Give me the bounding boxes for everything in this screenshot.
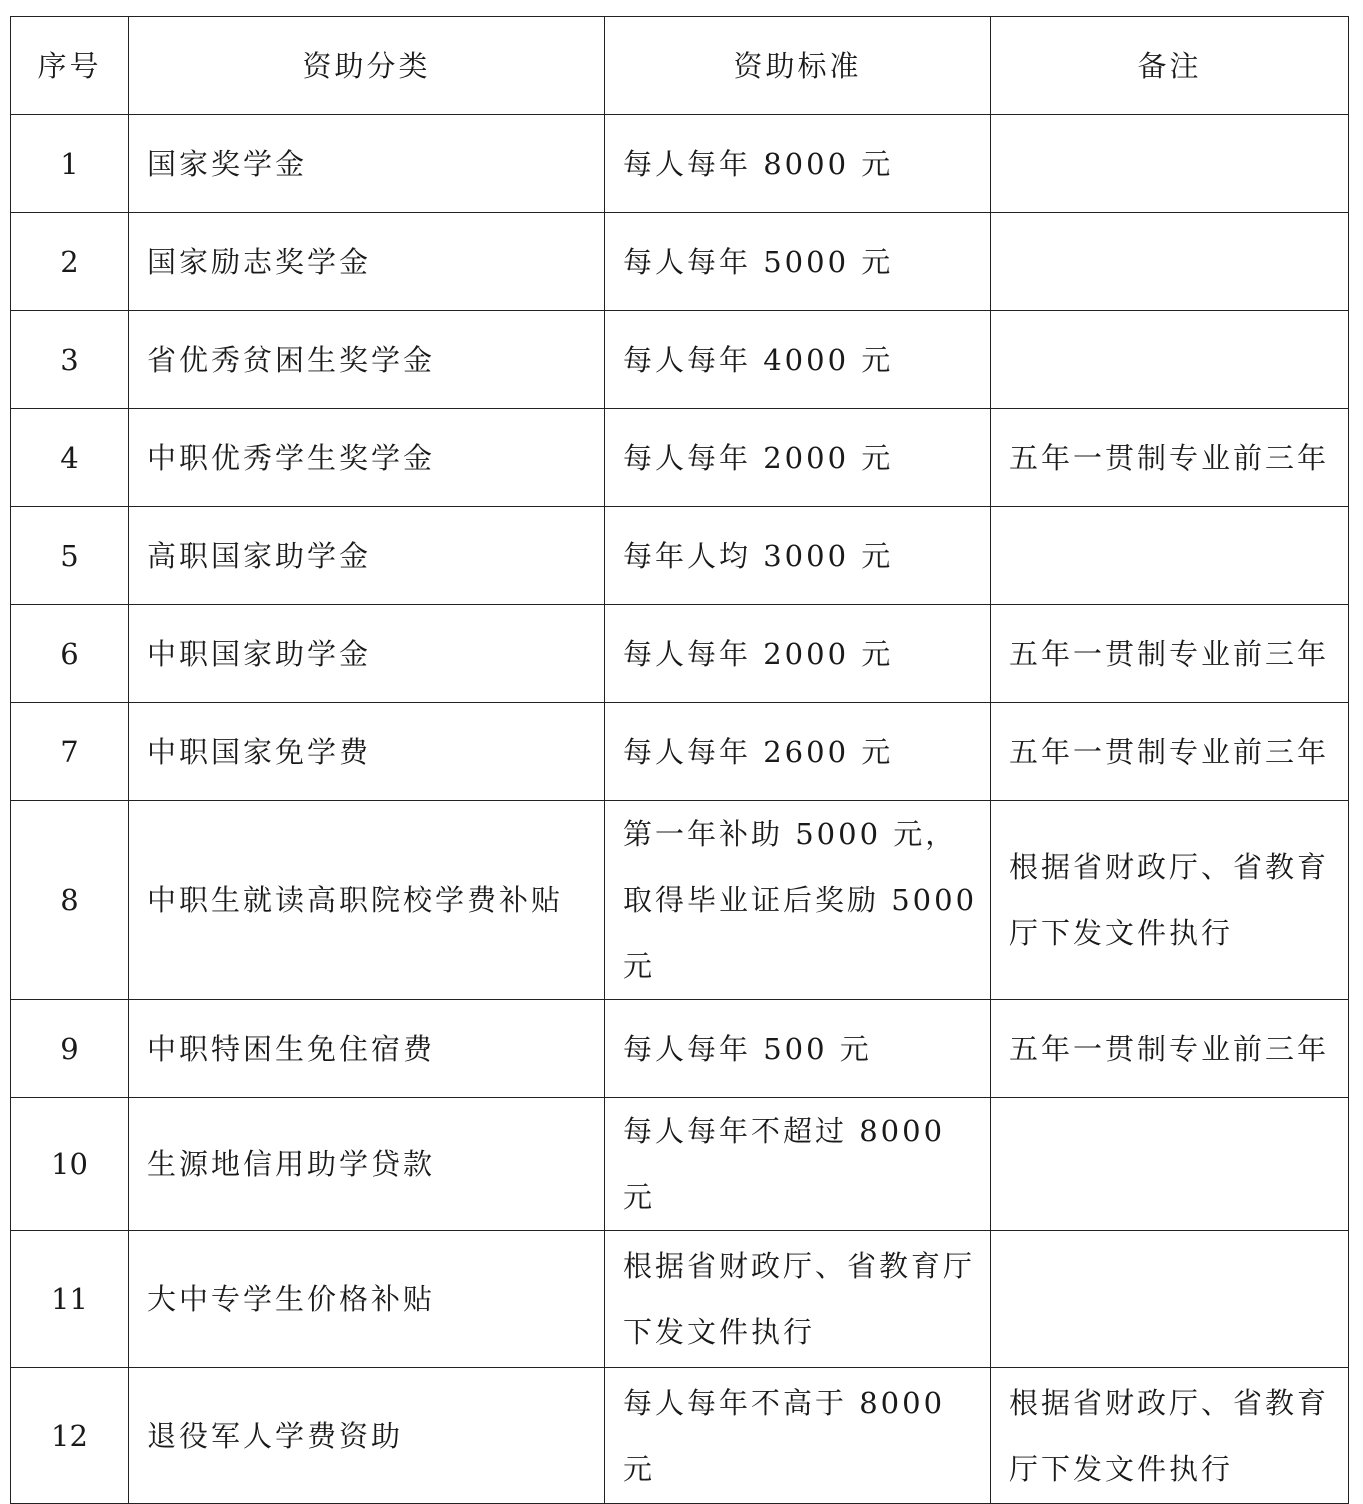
row-note [991, 115, 1349, 213]
table-row [11, 1098, 1349, 1231]
row-category: 中职优秀学生奖学金 [129, 409, 605, 507]
row-note: 五年一贯制专业前三年 [991, 703, 1349, 801]
row-standard: 每人每年不高于 8000 元 [605, 1368, 991, 1504]
row-category: 退役军人学费资助 [129, 1368, 605, 1504]
row-note: 五年一贯制专业前三年 [991, 409, 1349, 507]
row-category: 中职特困生免住宿费 [129, 1000, 605, 1098]
row-no: 3 [11, 311, 129, 409]
table-row [11, 507, 1349, 605]
row-no: 8 [11, 801, 129, 1000]
row-note [991, 213, 1349, 311]
row-category: 国家奖学金 [129, 115, 605, 213]
table-row [11, 1368, 1349, 1504]
row-no: 2 [11, 213, 129, 311]
header-no: 序号 [11, 17, 129, 115]
row-no: 11 [11, 1231, 129, 1368]
table-row [11, 1000, 1349, 1098]
row-no: 10 [11, 1098, 129, 1231]
row-standard: 每人每年不超过 8000 元 [605, 1098, 991, 1231]
header-standard: 资助标准 [605, 17, 991, 115]
row-standard: 每人每年 2600 元 [605, 703, 991, 801]
row-category: 省优秀贫困生奖学金 [129, 311, 605, 409]
table-row [11, 311, 1349, 409]
table-row [11, 801, 1349, 1000]
header-row [11, 17, 1349, 115]
row-note [991, 507, 1349, 605]
header-category: 资助分类 [129, 17, 605, 115]
row-category: 高职国家助学金 [129, 507, 605, 605]
row-standard: 每人每年 4000 元 [605, 311, 991, 409]
table-row [11, 703, 1349, 801]
row-no: 1 [11, 115, 129, 213]
row-no: 6 [11, 605, 129, 703]
row-note: 五年一贯制专业前三年 [991, 1000, 1349, 1098]
row-no: 4 [11, 409, 129, 507]
row-standard: 第一年补助 5000 元，取得毕业证后奖励 5000 元 [605, 801, 991, 1000]
table-row [11, 115, 1349, 213]
row-category: 生源地信用助学贷款 [129, 1098, 605, 1231]
row-category: 大中专学生价格补贴 [129, 1231, 605, 1368]
row-standard: 每人每年 8000 元 [605, 115, 991, 213]
row-note: 五年一贯制专业前三年 [991, 605, 1349, 703]
row-category: 中职国家免学费 [129, 703, 605, 801]
row-standard: 每人每年 2000 元 [605, 605, 991, 703]
header-note: 备注 [991, 17, 1349, 115]
table-row [11, 605, 1349, 703]
row-standard: 每人每年 500 元 [605, 1000, 991, 1098]
row-no: 9 [11, 1000, 129, 1098]
row-note [991, 1098, 1349, 1231]
row-standard: 每人每年 5000 元 [605, 213, 991, 311]
row-note: 根据省财政厅、省教育厅下发文件执行 [991, 801, 1349, 1000]
table-row [11, 1231, 1349, 1368]
row-category: 国家励志奖学金 [129, 213, 605, 311]
row-category: 中职国家助学金 [129, 605, 605, 703]
row-note [991, 1231, 1349, 1368]
aid-table [10, 16, 1349, 1504]
row-standard: 根据省财政厅、省教育厅下发文件执行 [605, 1231, 991, 1368]
table-row [11, 409, 1349, 507]
table-row [11, 213, 1349, 311]
row-no: 12 [11, 1368, 129, 1504]
row-note: 根据省财政厅、省教育厅下发文件执行 [991, 1368, 1349, 1504]
row-note [991, 311, 1349, 409]
row-standard: 每年人均 3000 元 [605, 507, 991, 605]
row-category: 中职生就读高职院校学费补贴 [129, 801, 605, 1000]
row-no: 7 [11, 703, 129, 801]
row-no: 5 [11, 507, 129, 605]
row-standard: 每人每年 2000 元 [605, 409, 991, 507]
